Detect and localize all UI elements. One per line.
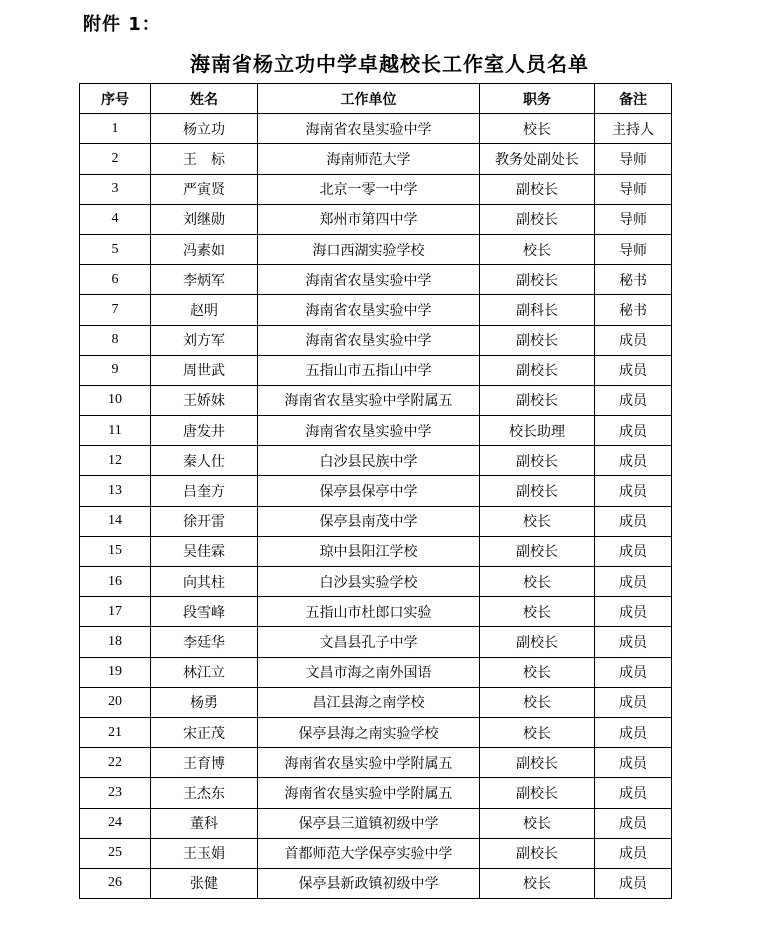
cell-position: 校长 (480, 234, 595, 264)
cell-unit: 保亭县海之南实验学校 (258, 717, 480, 747)
cell-remark: 成员 (595, 567, 672, 597)
cell-remark: 成员 (595, 748, 672, 778)
cell-remark: 成员 (595, 385, 672, 415)
cell-unit: 海南省农垦实验中学 (258, 325, 480, 355)
table-row (80, 174, 672, 204)
cell-remark: 导师 (595, 144, 672, 174)
header-row (80, 84, 672, 114)
cell-no: 17 (80, 597, 151, 627)
cell-position: 校长 (480, 114, 595, 144)
table-row (80, 295, 672, 325)
cell-unit: 海南省农垦实验中学附属五 (258, 748, 480, 778)
table-row (80, 687, 672, 717)
cell-position: 副校长 (480, 325, 595, 355)
cell-position: 副校长 (480, 778, 595, 808)
cell-unit: 海南师范大学 (258, 144, 480, 174)
cell-unit: 文昌市海之南外国语 (258, 657, 480, 687)
cell-unit: 海南省农垦实验中学 (258, 114, 480, 144)
cell-no: 15 (80, 536, 151, 566)
table-row (80, 204, 672, 234)
cell-no: 20 (80, 687, 151, 717)
table-row (80, 476, 672, 506)
cell-name: 徐开雷 (151, 506, 258, 536)
cell-no: 5 (80, 234, 151, 264)
cell-name: 王玉娟 (151, 838, 258, 868)
cell-position: 校长 (480, 506, 595, 536)
cell-remark: 成员 (595, 778, 672, 808)
cell-name: 刘继勋 (151, 204, 258, 234)
cell-no: 21 (80, 717, 151, 747)
cell-position: 副校长 (480, 174, 595, 204)
cell-remark: 成员 (595, 355, 672, 385)
cell-position: 校长 (480, 687, 595, 717)
cell-unit: 琼中县阳江学校 (258, 536, 480, 566)
cell-name: 严寅贤 (151, 174, 258, 204)
cell-no: 13 (80, 476, 151, 506)
cell-unit: 白沙县实验学校 (258, 567, 480, 597)
cell-name: 吴佳霖 (151, 536, 258, 566)
cell-no: 10 (80, 385, 151, 415)
cell-name: 向其柱 (151, 567, 258, 597)
table-row (80, 385, 672, 415)
cell-position: 副校长 (480, 536, 595, 566)
cell-no: 19 (80, 657, 151, 687)
table-row (80, 808, 672, 838)
cell-unit: 海南省农垦实验中学 (258, 416, 480, 446)
cell-unit: 昌江县海之南学校 (258, 687, 480, 717)
cell-position: 副校长 (480, 838, 595, 868)
cell-name: 赵明 (151, 295, 258, 325)
cell-unit: 白沙县民族中学 (258, 446, 480, 476)
table-row (80, 778, 672, 808)
cell-remark: 成员 (595, 657, 672, 687)
document-title: 海南省杨立功中学卓越校长工作室人员名单 (190, 52, 589, 76)
cell-position: 教务处副处长 (480, 144, 595, 174)
col-header-name: 姓名 (151, 84, 258, 114)
cell-name: 王娇妹 (151, 385, 258, 415)
cell-name: 王 标 (151, 144, 258, 174)
cell-unit: 五指山市杜郎口实验 (258, 597, 480, 627)
cell-position: 校长 (480, 597, 595, 627)
cell-remark: 秘书 (595, 295, 672, 325)
table-row (80, 868, 672, 898)
cell-name: 周世武 (151, 355, 258, 385)
cell-name: 王育博 (151, 748, 258, 778)
table-row (80, 446, 672, 476)
cell-remark: 主持人 (595, 114, 672, 144)
cell-name: 李廷华 (151, 627, 258, 657)
cell-unit: 郑州市第四中学 (258, 204, 480, 234)
cell-unit: 五指山市五指山中学 (258, 355, 480, 385)
cell-name: 林江立 (151, 657, 258, 687)
cell-no: 8 (80, 325, 151, 355)
cell-no: 4 (80, 204, 151, 234)
cell-position: 校长 (480, 868, 595, 898)
table-row (80, 265, 672, 295)
cell-remark: 成员 (595, 476, 672, 506)
cell-name: 杨立功 (151, 114, 258, 144)
cell-no: 11 (80, 416, 151, 446)
cell-position: 副科长 (480, 295, 595, 325)
cell-remark: 成员 (595, 325, 672, 355)
cell-name: 杨勇 (151, 687, 258, 717)
cell-unit: 海南省农垦实验中学 (258, 295, 480, 325)
cell-name: 李炳军 (151, 265, 258, 295)
table-row (80, 657, 672, 687)
cell-no: 12 (80, 446, 151, 476)
table-row (80, 416, 672, 446)
cell-unit: 首都师范大学保亭实验中学 (258, 838, 480, 868)
cell-no: 23 (80, 778, 151, 808)
table-row (80, 567, 672, 597)
col-header-remark: 备注 (595, 84, 672, 114)
table-row (80, 627, 672, 657)
cell-no: 1 (80, 114, 151, 144)
cell-remark: 导师 (595, 174, 672, 204)
cell-no: 25 (80, 838, 151, 868)
cell-unit: 文昌县孔子中学 (258, 627, 480, 657)
table-row (80, 597, 672, 627)
cell-name: 秦人仕 (151, 446, 258, 476)
cell-no: 9 (80, 355, 151, 385)
cell-no: 26 (80, 868, 151, 898)
cell-position: 副校长 (480, 204, 595, 234)
table-body (80, 114, 672, 899)
cell-position: 副校长 (480, 476, 595, 506)
cell-remark: 成员 (595, 416, 672, 446)
cell-remark: 成员 (595, 808, 672, 838)
table-header (80, 84, 672, 114)
cell-position: 校长 (480, 808, 595, 838)
cell-remark: 成员 (595, 687, 672, 717)
cell-remark: 成员 (595, 446, 672, 476)
cell-position: 副校长 (480, 385, 595, 415)
cell-no: 16 (80, 567, 151, 597)
cell-name: 王杰东 (151, 778, 258, 808)
cell-no: 2 (80, 144, 151, 174)
member-table (79, 83, 672, 899)
table-row (80, 325, 672, 355)
cell-unit: 保亭县保亭中学 (258, 476, 480, 506)
cell-no: 14 (80, 506, 151, 536)
cell-name: 吕奎方 (151, 476, 258, 506)
table-row (80, 838, 672, 868)
cell-name: 宋正茂 (151, 717, 258, 747)
cell-no: 24 (80, 808, 151, 838)
cell-position: 副校长 (480, 446, 595, 476)
cell-remark: 成员 (595, 536, 672, 566)
cell-name: 刘方军 (151, 325, 258, 355)
table-row (80, 717, 672, 747)
cell-remark: 秘书 (595, 265, 672, 295)
cell-no: 18 (80, 627, 151, 657)
cell-position: 校长 (480, 657, 595, 687)
table-row (80, 114, 672, 144)
cell-position: 副校长 (480, 265, 595, 295)
cell-position: 副校长 (480, 355, 595, 385)
cell-position: 校长 (480, 717, 595, 747)
col-header-unit: 工作单位 (258, 84, 480, 114)
cell-remark: 成员 (595, 506, 672, 536)
col-header-position: 职务 (480, 84, 595, 114)
col-header-no: 序号 (80, 84, 151, 114)
cell-name: 唐发井 (151, 416, 258, 446)
cell-no: 7 (80, 295, 151, 325)
cell-unit: 海南省农垦实验中学附属五 (258, 385, 480, 415)
table-row (80, 234, 672, 264)
attachment-label: 附件 1： (83, 14, 161, 35)
cell-name: 段雪峰 (151, 597, 258, 627)
table-row (80, 144, 672, 174)
cell-name: 冯素如 (151, 234, 258, 264)
cell-remark: 成员 (595, 717, 672, 747)
cell-unit: 海南省农垦实验中学附属五 (258, 778, 480, 808)
cell-remark: 成员 (595, 597, 672, 627)
cell-remark: 导师 (595, 204, 672, 234)
table-row (80, 506, 672, 536)
cell-no: 3 (80, 174, 151, 204)
cell-remark: 导师 (595, 234, 672, 264)
cell-unit: 海口西湖实验学校 (258, 234, 480, 264)
cell-remark: 成员 (595, 627, 672, 657)
cell-unit: 海南省农垦实验中学 (258, 265, 480, 295)
cell-position: 副校长 (480, 748, 595, 778)
cell-unit: 保亭县新政镇初级中学 (258, 868, 480, 898)
cell-position: 副校长 (480, 627, 595, 657)
table-row (80, 355, 672, 385)
table-row (80, 748, 672, 778)
cell-name: 董科 (151, 808, 258, 838)
cell-position: 校长助理 (480, 416, 595, 446)
cell-no: 22 (80, 748, 151, 778)
cell-unit: 保亭县南茂中学 (258, 506, 480, 536)
cell-unit: 北京一零一中学 (258, 174, 480, 204)
cell-remark: 成员 (595, 838, 672, 868)
cell-unit: 保亭县三道镇初级中学 (258, 808, 480, 838)
cell-no: 6 (80, 265, 151, 295)
cell-remark: 成员 (595, 868, 672, 898)
cell-name: 张健 (151, 868, 258, 898)
table-row (80, 536, 672, 566)
cell-position: 校长 (480, 567, 595, 597)
